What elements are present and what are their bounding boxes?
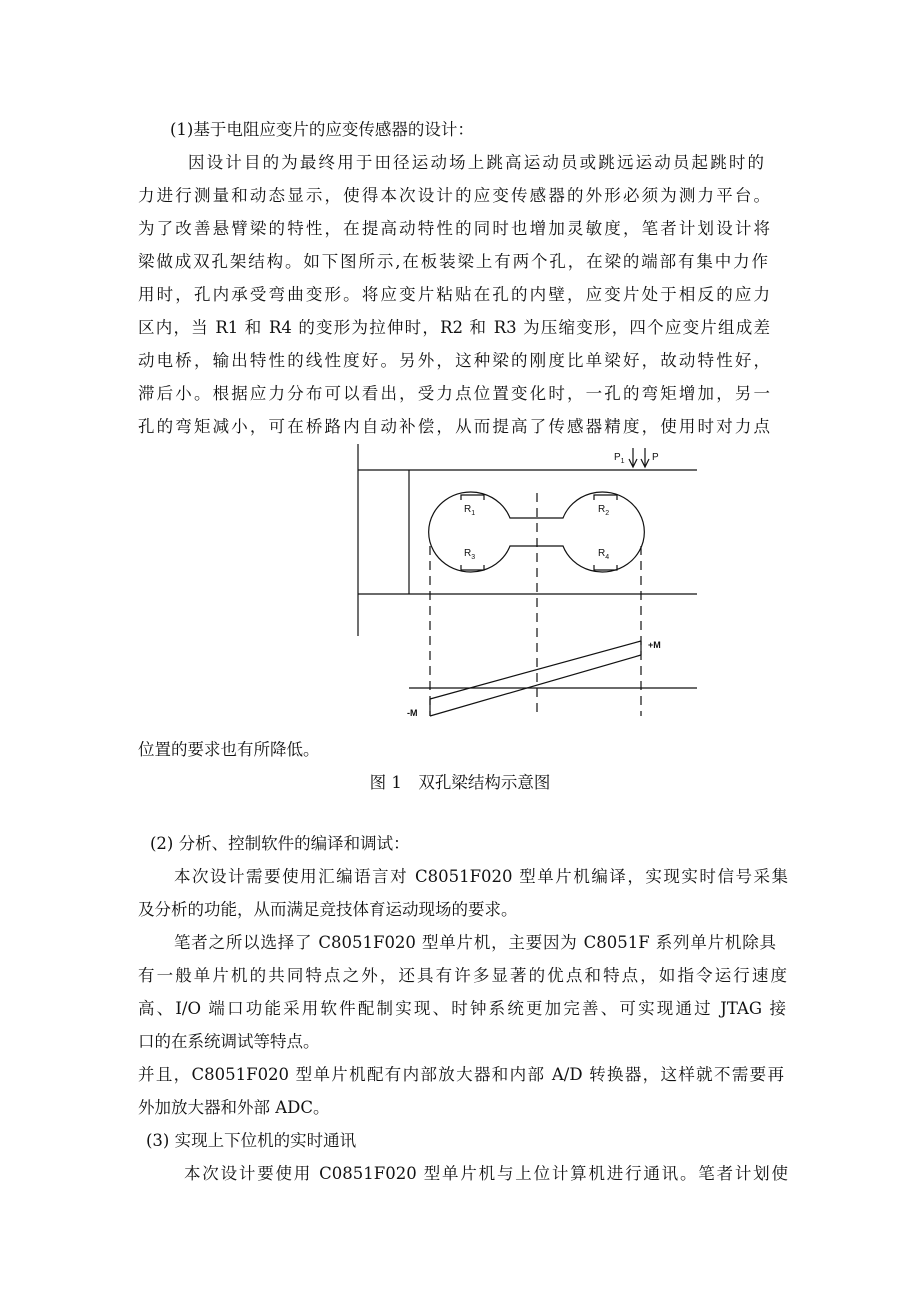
section1-line-1: 因设计目的为最终用于田径运动场上跳高运动员或跳远运动员起跳时的	[188, 153, 764, 172]
section2-line-8: 外加放大器和外部 ADC。	[138, 1098, 330, 1117]
section2-line-1: 本次设计需要使用汇编语言对 C8051F020 型单片机编译，实现实时信号采集	[174, 867, 788, 886]
moment-line-lower	[430, 655, 641, 716]
gauge-r4-pad	[594, 565, 617, 570]
section1-continuation: 位置的要求也有所降低。	[138, 740, 320, 759]
section1-line-8: 滞后小。根据应力分布可以看出，受力点位置变化时，一孔的弯矩增加，另一	[138, 384, 770, 403]
section1-heading: (1)基于电阻应变片的应变传感器的设计：	[170, 120, 474, 139]
gauge-r3-label: $R_3$	[464, 548, 476, 561]
section1-line-4: 梁做成双孔架结构。如下图所示,在板装梁上有两个孔，在梁的端部有集中力作	[138, 252, 768, 271]
section1-line-3: 为了改善悬臂梁的特性，在提高动特性的同时也增加灵敏度，笔者计划设计将	[138, 219, 770, 238]
moment-line-upper	[430, 641, 641, 699]
section2-heading: (2) 分析、控制软件的编译和调试：	[150, 834, 410, 853]
plus-m-label: +M	[648, 640, 661, 650]
force-p-label: P	[652, 452, 659, 463]
gauge-r1-pad	[461, 495, 484, 500]
double-hole-beam-figure	[352, 440, 702, 730]
section1-line-7: 动电桥，输出特性的线性度好。另外，这种梁的刚度比单梁好，故动特性好，	[138, 351, 770, 370]
force-p1-label: $P_1$	[614, 452, 625, 465]
gauge-r2-label: $R_2$	[598, 504, 610, 517]
section1-line-6: 区内，当 R1 和 R4 的变形为拉伸时，R2 和 R3 为压缩变形，四个应变片组成差	[138, 318, 770, 337]
section1-line-5: 用时，孔内承受弯曲变形。将应变片粘贴在孔的内壁，应变片处于相反的应力	[138, 285, 770, 304]
gauge-r2-pad	[594, 495, 617, 500]
section2-line-4: 有一般单片机的共同特点之外，还具有许多显著的优点和特点，如指令运行速度	[138, 966, 787, 985]
gauge-r1-label: $R_1$	[464, 504, 476, 517]
section3-line-1: 本次设计要使用 C0851F020 型单片机与上位计算机进行通讯。笔者计划使	[184, 1164, 788, 1183]
section1-line-9: 孔的弯矩减小，可在桥路内自动补偿，从而提高了传感器精度，使用时对力点	[138, 417, 770, 436]
minus-m-label: -M	[407, 708, 418, 718]
section2-line-7: 并且，C8051F020 型单片机配有内部放大器和内部 A/D 转换器，这样就不需要再	[138, 1065, 784, 1084]
section2-line-6: 口的在系统调试等特点。	[138, 1032, 320, 1051]
section2-line-5: 高、I/O 端口功能采用软件配制实现、时钟系统更加完善、可实现通过 JTAG 接	[138, 999, 786, 1018]
gauge-r3-pad	[461, 565, 484, 570]
section2-line-3: 笔者之所以选择了 C8051F020 型单片机，主要因为 C8051F 系列单片机除具	[174, 933, 776, 952]
figure1-caption: 图 1 双孔梁结构示意图	[369, 773, 551, 792]
section2-line-2: 及分析的功能，从而满足竞技体育运动现场的要求。	[138, 900, 518, 919]
section3-heading: (3) 实现上下位机的实时通讯	[146, 1131, 357, 1150]
section1-line-2: 力进行测量和动态显示，使得本次设计的应变传感器的外形必须为测力平台。	[138, 186, 770, 205]
gauge-r4-label: $R_4$	[598, 548, 610, 561]
